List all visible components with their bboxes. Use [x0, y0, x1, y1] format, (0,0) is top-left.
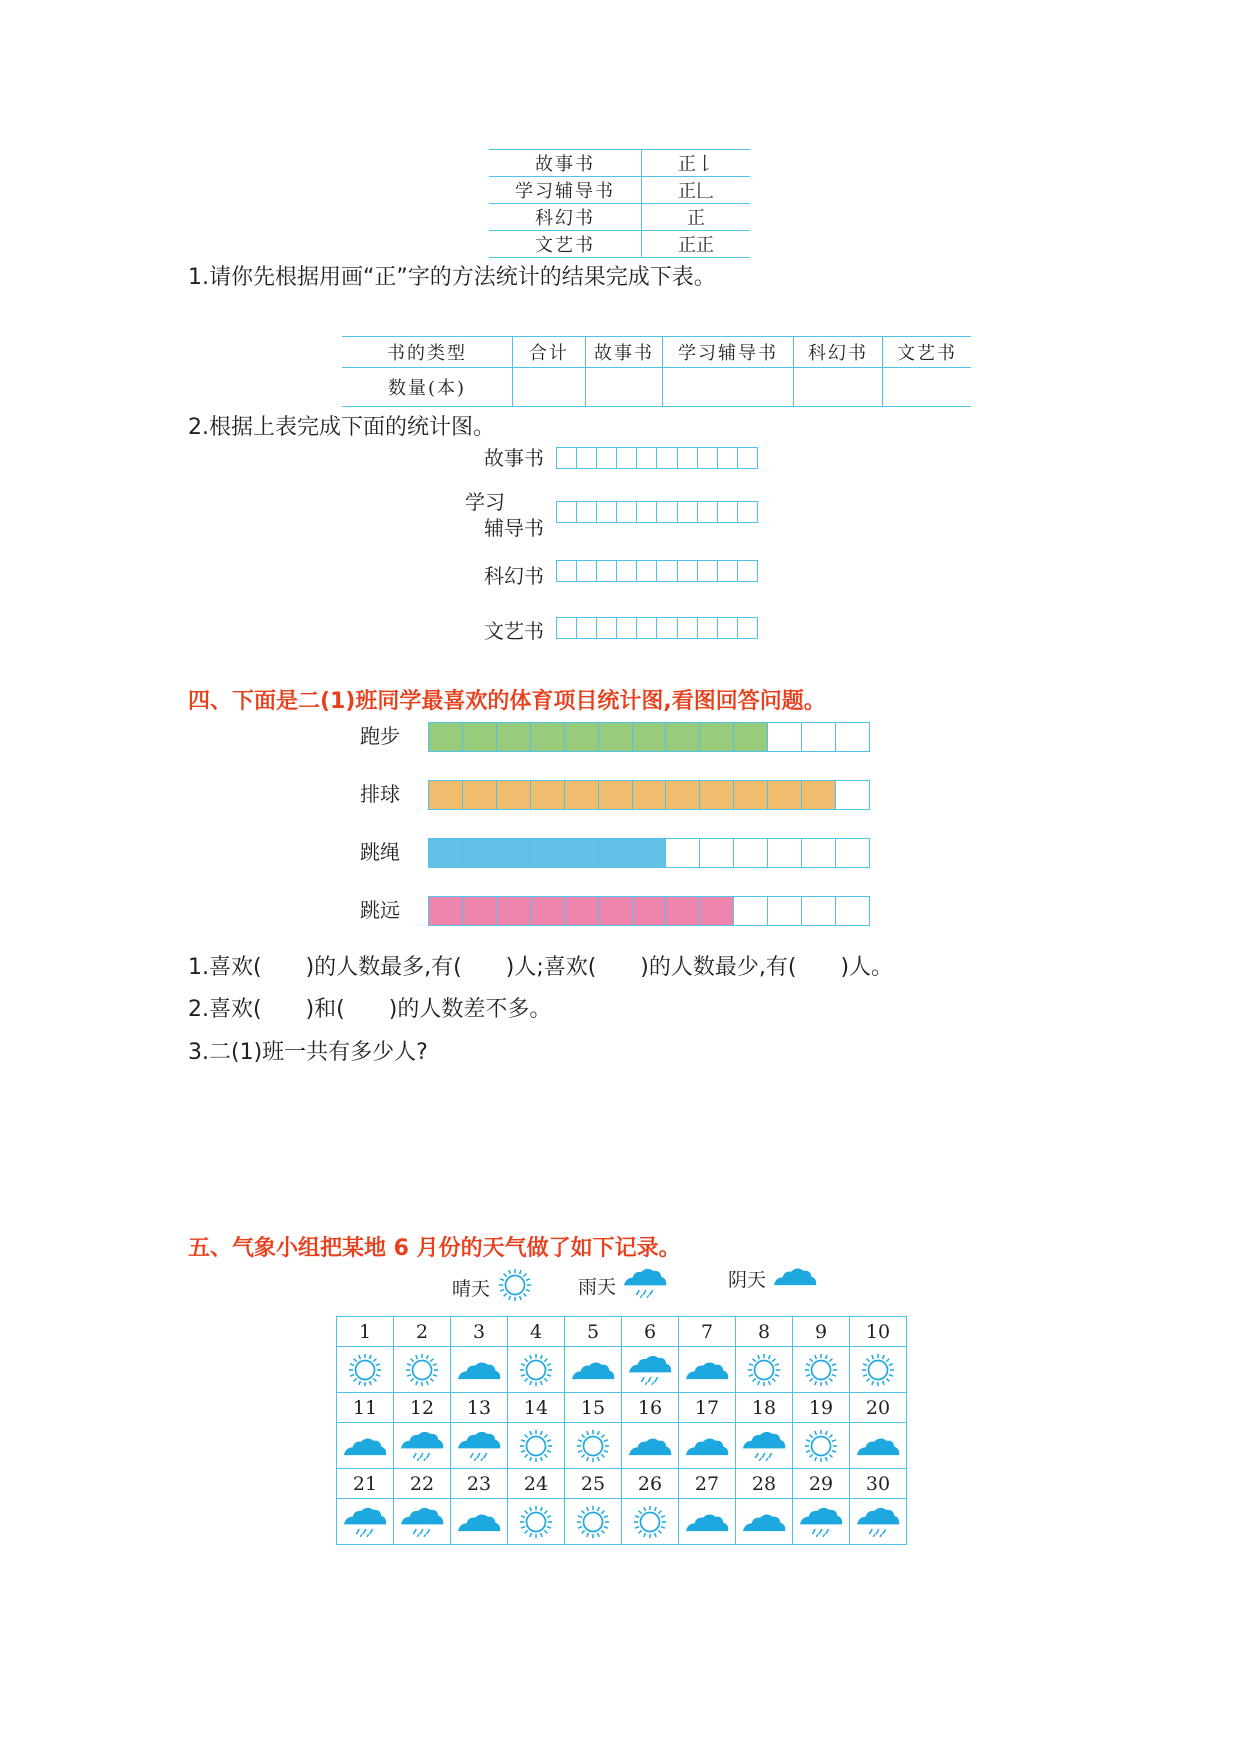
- sun-icon: [850, 1347, 907, 1393]
- book-label-study-2: 辅导书: [484, 516, 544, 540]
- legend-label: 晴天: [452, 1278, 491, 1300]
- filled-cell: [530, 839, 564, 867]
- filled-cell: [462, 723, 496, 751]
- day-number: 16: [622, 1393, 679, 1423]
- sun-icon: [736, 1347, 793, 1393]
- day-number: 23: [451, 1469, 508, 1499]
- sport-bar: [428, 896, 870, 926]
- sun-icon: [793, 1423, 850, 1469]
- book-label-scifi: 科幻书: [484, 564, 544, 588]
- filled-cell: [699, 781, 733, 809]
- tally-type: 科幻书: [489, 204, 642, 231]
- rain-icon: [850, 1499, 907, 1545]
- header-story: 故事书: [586, 337, 663, 368]
- cloud-icon: [736, 1499, 793, 1545]
- day-number: 13: [451, 1393, 508, 1423]
- books-table: [342, 336, 971, 407]
- sun-icon: [565, 1423, 622, 1469]
- day-number: 18: [736, 1393, 793, 1423]
- section-4-heading: 四、下面是二(1)班同学最喜欢的体育项目统计图,看图回答问题。: [188, 689, 826, 714]
- sport-label: 跑步: [360, 724, 400, 748]
- sport-label: 跳绳: [360, 840, 400, 864]
- day-number: 5: [565, 1317, 622, 1347]
- sun-icon: [337, 1347, 394, 1393]
- day-number: 11: [337, 1393, 394, 1423]
- day-number: 15: [565, 1393, 622, 1423]
- empty-cell: [733, 839, 767, 867]
- tally-marks: 正𠄌: [642, 150, 751, 177]
- filled-cell: [462, 839, 496, 867]
- filled-cell: [496, 781, 530, 809]
- empty-cell: [801, 839, 835, 867]
- day-number: 30: [850, 1469, 907, 1499]
- filled-cell: [699, 897, 733, 925]
- filled-cell: [462, 897, 496, 925]
- tally-table: [489, 149, 750, 258]
- tally-row: [489, 204, 750, 231]
- rain-icon: [337, 1499, 394, 1545]
- sport-bar: [428, 838, 870, 868]
- filled-cell: [665, 897, 699, 925]
- rain-icon: [736, 1423, 793, 1469]
- sun-icon: [622, 1499, 679, 1545]
- filled-cell: [632, 839, 666, 867]
- header-type: 书的类型: [342, 337, 513, 368]
- filled-cell: [733, 781, 767, 809]
- tally-type: 文艺书: [489, 231, 642, 258]
- tally-type: 故事书: [489, 150, 642, 177]
- day-number: 21: [337, 1469, 394, 1499]
- cloud-icon: [679, 1423, 736, 1469]
- sport-label: 跳远: [360, 898, 400, 922]
- value-total[interactable]: [513, 368, 586, 407]
- row-label-quantity: 数量(本): [342, 368, 513, 407]
- empty-cell: [767, 839, 801, 867]
- weather-table: [336, 1316, 907, 1545]
- legend-item: [578, 1266, 668, 1304]
- rain-icon: [394, 1423, 451, 1469]
- section-4-question-2: 2.喜欢( )和( )的人数差不多。: [188, 997, 552, 1022]
- day-number: 26: [622, 1469, 679, 1499]
- filled-cell: [665, 781, 699, 809]
- day-number: 8: [736, 1317, 793, 1347]
- filled-cell: [530, 897, 564, 925]
- rain-icon: [394, 1499, 451, 1545]
- filled-cell: [429, 897, 462, 925]
- day-number: 1: [337, 1317, 394, 1347]
- tally-row: [489, 177, 750, 204]
- header-art: 文艺书: [883, 337, 972, 368]
- empty-cell: [835, 723, 869, 751]
- day-number: 28: [736, 1469, 793, 1499]
- section-4-question-1: 1.喜欢( )的人数最多,有( )人;喜欢( )的人数最少,有( )人。: [188, 955, 894, 980]
- legend-label: 雨天: [578, 1275, 617, 1298]
- filled-cell: [733, 723, 767, 751]
- cloud-icon: [451, 1347, 508, 1393]
- day-number: 14: [508, 1393, 565, 1423]
- filled-cell: [598, 897, 632, 925]
- tally-row: [489, 231, 750, 258]
- sun-icon: [394, 1347, 451, 1393]
- tally-marks: 正𠃊: [642, 177, 751, 204]
- day-number: 10: [850, 1317, 907, 1347]
- filled-cell: [496, 723, 530, 751]
- day-number: 6: [622, 1317, 679, 1347]
- day-number: 12: [394, 1393, 451, 1423]
- sun-icon: [793, 1347, 850, 1393]
- question-2: 2.根据上表完成下面的统计图。: [188, 415, 495, 440]
- sport-bar: [428, 780, 870, 810]
- cloud-icon: [850, 1423, 907, 1469]
- empty-cell: [665, 839, 699, 867]
- value-scifi[interactable]: [794, 368, 883, 407]
- empty-cell: [733, 897, 767, 925]
- filled-cell: [564, 839, 598, 867]
- day-number: 9: [793, 1317, 850, 1347]
- day-number: 2: [394, 1317, 451, 1347]
- book-label-story: 故事书: [484, 446, 544, 470]
- empty-cell: [767, 897, 801, 925]
- empty-cell: [835, 781, 869, 809]
- day-number: 24: [508, 1469, 565, 1499]
- day-number: 27: [679, 1469, 736, 1499]
- filled-cell: [429, 839, 462, 867]
- filled-cell: [429, 781, 462, 809]
- filled-cell: [632, 897, 666, 925]
- cloud-icon: [679, 1499, 736, 1545]
- filled-cell: [598, 723, 632, 751]
- rain-icon: [622, 1347, 679, 1393]
- filled-cell: [564, 781, 598, 809]
- empty-cell: [801, 723, 835, 751]
- value-study[interactable]: [663, 368, 794, 407]
- cloud-icon: [451, 1499, 508, 1545]
- cloud-icon: [565, 1347, 622, 1393]
- sport-label: 排球: [360, 782, 400, 806]
- day-number-row: [337, 1469, 907, 1499]
- book-label-art: 文艺书: [484, 619, 544, 643]
- filled-cell: [665, 723, 699, 751]
- empty-cell: [835, 897, 869, 925]
- value-art[interactable]: [883, 368, 972, 407]
- day-number: 7: [679, 1317, 736, 1347]
- legend-item: [728, 1264, 818, 1292]
- rain-icon: [451, 1423, 508, 1469]
- tally-marks: 正: [642, 204, 751, 231]
- legend-item: [452, 1266, 534, 1309]
- tally-marks: 正正: [642, 231, 751, 258]
- empty-cell: [801, 897, 835, 925]
- day-number: 25: [565, 1469, 622, 1499]
- filled-cell: [632, 723, 666, 751]
- book-cells-story[interactable]: [556, 447, 758, 469]
- filled-cell: [564, 897, 598, 925]
- value-story[interactable]: [586, 368, 663, 407]
- filled-cell: [530, 781, 564, 809]
- cloud-icon: [337, 1423, 394, 1469]
- weather-icon-row: [337, 1347, 907, 1393]
- day-number-row: [337, 1317, 907, 1347]
- empty-cell: [767, 723, 801, 751]
- book-cells-scifi[interactable]: [556, 560, 758, 582]
- legend-label: 阴天: [728, 1268, 767, 1291]
- tally-row: [489, 150, 750, 177]
- day-number: 19: [793, 1393, 850, 1423]
- sun-icon: [508, 1423, 565, 1469]
- question-1: 1.请你先根据用画“正”字的方法统计的结果完成下表。: [188, 265, 716, 290]
- sun-icon: [508, 1499, 565, 1545]
- section-4-question-3: 3.二(1)班一共有多少人?: [188, 1040, 428, 1065]
- book-cells-study[interactable]: [556, 501, 758, 523]
- rain-icon: [622, 1266, 668, 1304]
- section-5-heading: 五、气象小组把某地 6 月份的天气做了如下记录。: [188, 1236, 681, 1261]
- day-number-row: [337, 1393, 907, 1423]
- empty-cell: [699, 839, 733, 867]
- filled-cell: [598, 839, 632, 867]
- sport-bar: [428, 722, 870, 752]
- cloud-icon: [622, 1423, 679, 1469]
- cloud-icon: [772, 1264, 818, 1292]
- filled-cell: [530, 723, 564, 751]
- day-number: 4: [508, 1317, 565, 1347]
- filled-cell: [632, 781, 666, 809]
- filled-cell: [429, 723, 462, 751]
- filled-cell: [801, 781, 835, 809]
- header-scifi: 科幻书: [794, 337, 883, 368]
- tally-type: 学习辅导书: [489, 177, 642, 204]
- header-total: 合计: [513, 337, 586, 368]
- day-number: 20: [850, 1393, 907, 1423]
- sun-icon: [496, 1266, 534, 1309]
- book-cells-art[interactable]: [556, 617, 758, 639]
- day-number: 17: [679, 1393, 736, 1423]
- filled-cell: [496, 897, 530, 925]
- header-study: 学习辅导书: [663, 337, 794, 368]
- weather-icon-row: [337, 1499, 907, 1545]
- filled-cell: [699, 723, 733, 751]
- rain-icon: [793, 1499, 850, 1545]
- book-label-study-1: 学习: [465, 490, 505, 514]
- day-number: 22: [394, 1469, 451, 1499]
- sun-icon: [508, 1347, 565, 1393]
- day-number: 29: [793, 1469, 850, 1499]
- filled-cell: [767, 781, 801, 809]
- filled-cell: [496, 839, 530, 867]
- empty-cell: [835, 839, 869, 867]
- cloud-icon: [679, 1347, 736, 1393]
- filled-cell: [598, 781, 632, 809]
- filled-cell: [462, 781, 496, 809]
- day-number: 3: [451, 1317, 508, 1347]
- weather-icon-row: [337, 1423, 907, 1469]
- filled-cell: [564, 723, 598, 751]
- sun-icon: [565, 1499, 622, 1545]
